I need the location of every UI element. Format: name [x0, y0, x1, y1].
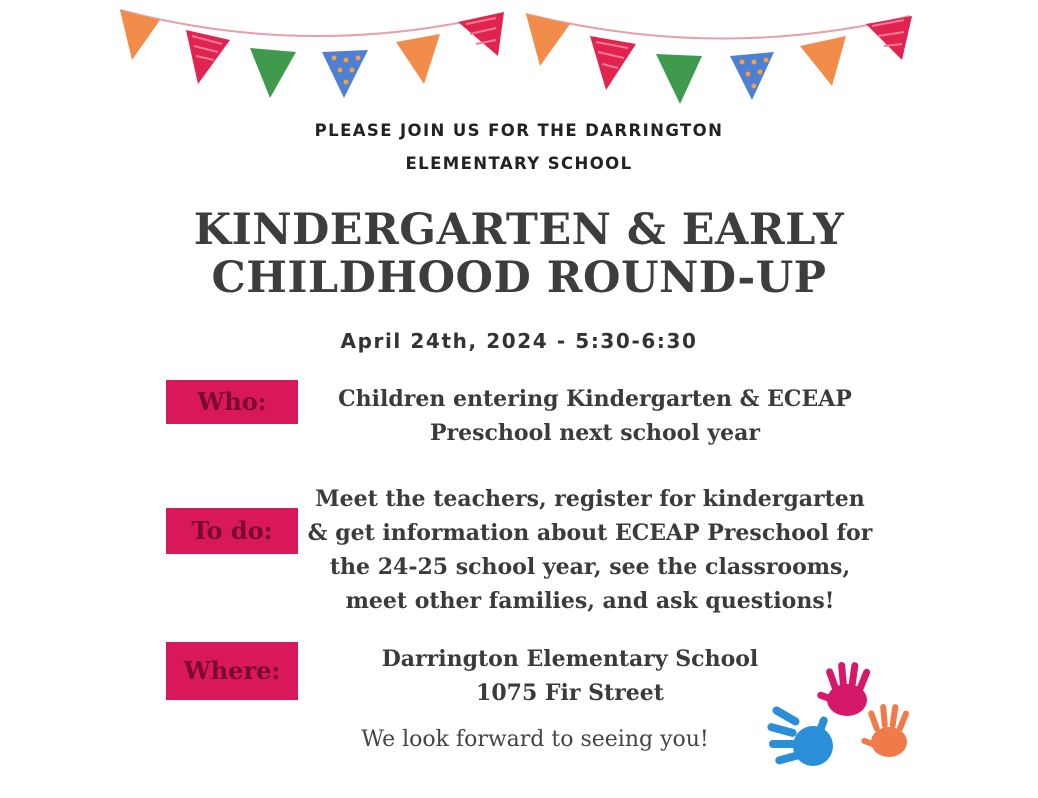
blue-handprint-icon: [766, 705, 833, 766]
todo-line-4: meet other families, and ask questions!: [345, 588, 835, 614]
todo-label: To do:: [166, 508, 298, 554]
flag-blue-dotted-icon: [322, 50, 368, 98]
intro-line-2: ELEMENTARY SCHOOL: [405, 154, 633, 173]
flag-green-icon: [656, 54, 702, 104]
flag-blue-dotted-icon: [730, 52, 774, 100]
handprints-decoration: [765, 660, 925, 780]
flag-red-icon: [866, 16, 912, 60]
flag-orange-icon: [800, 36, 846, 86]
flag-red-icon: [458, 12, 504, 56]
closing-message: We look forward to seeing you!: [361, 727, 709, 752]
where-description: [320, 642, 820, 710]
event-title-line-1: KINDERGARTEN & EARLY: [193, 205, 845, 255]
where-line-2: 1075 Fir Street: [476, 680, 664, 706]
todo-line-2: & get information about ECEAP Preschool for: [307, 520, 873, 546]
intro-line-1: PLEASE JOIN US FOR THE DARRINGTON: [314, 121, 724, 140]
event-title-line-2: CHILDHOOD ROUND-UP: [211, 253, 827, 303]
who-line-1: Children entering Kindergarten & ECEAP: [338, 386, 852, 412]
where-line-1: Darrington Elementary School: [381, 646, 759, 672]
orange-handprint-icon: [861, 704, 910, 757]
todo-line-3: the 24-25 school year, see the classrooms,: [329, 554, 851, 580]
who-label: Who:: [166, 380, 298, 424]
bunting-banner-decoration: [0, 0, 1038, 115]
flag-red-icon: [590, 36, 636, 90]
flag-green-icon: [250, 48, 296, 98]
who-line-2: Preschool next school year: [430, 420, 760, 446]
flag-orange-icon: [396, 34, 440, 84]
todo-line-1: Meet the teachers, register for kindergarten: [315, 486, 865, 512]
flag-red-icon: [186, 30, 230, 84]
magenta-handprint-icon: [816, 662, 871, 716]
where-label: Where:: [166, 642, 298, 700]
who-description: [320, 382, 870, 450]
event-date-time: April 24th, 2024 - 5:30-6:30: [340, 329, 698, 353]
todo-description: [290, 482, 890, 618]
